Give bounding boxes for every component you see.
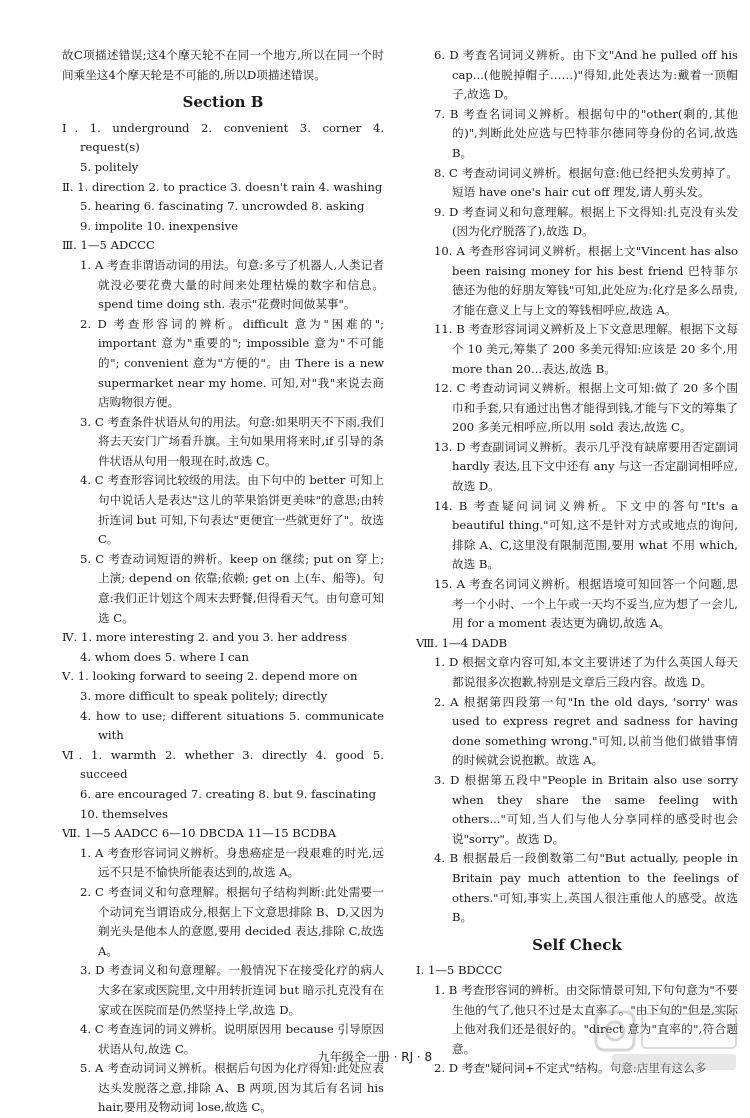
answer-line: Ⅴ. 1. looking forward to seeing 2. depend more on bbox=[62, 669, 358, 684]
explanation: 7. B 考查名词词义辨析。根据句中的"other(剩的,其他的)",判断此处应选与巴特菲尔德同等身份的名词,故选 B。 bbox=[434, 106, 738, 160]
explanation: 5. C 考查动词短语的辨析。keep on 继续; put on 穿上;上演; depend on 依靠;依赖; get on 上(车、船等)。句意:我们正计划这个周末去野餐,但得看天气。由句意可知选 C。 bbox=[80, 551, 384, 625]
answer-line: Ⅵ. 1. warmth 2. whether 3. directly 4. good 5. succeed bbox=[62, 747, 384, 782]
answer-line: 3. more difficult to speak politely; directly bbox=[80, 689, 328, 703]
paragraph: 故C项描述错误;这4个摩天轮不在同一个地方,所以在同一个时间乘坐这4个摩天轮是不可能的,所以D项描述错误。 bbox=[62, 48, 384, 82]
answer-line: 5. hearing 6. fascinating 7. uncrowded 8. asking bbox=[80, 199, 365, 214]
explanation: 14. B 考查疑问词词义辨析。下文中的答句"It's a beautiful thing."可知,这不是针对方式或地点的询问,排除 A、C,这里没有限制范围,要用 what 不用 which,故选 B。 bbox=[434, 498, 738, 572]
explanation: 4. C 考查形容词比较级的用法。由下句中的 better 可知上句中说话人是表达"这儿的苹果馅饼更美味"的意思;由转折连词 but 可知,下句表达"更便宜一些就更好了"。故选 C。 bbox=[80, 473, 384, 547]
answer-line: Ⅷ. 1—4 DADB bbox=[416, 635, 508, 650]
left-column bbox=[62, 46, 384, 1118]
answer-line: 10. themselves bbox=[80, 806, 168, 821]
explanation: 10. A 考查形容词词义辨析。根据上文"Vincent has also been raising money for his best friend 巴特菲尔德还为他的好朋友筹钱"可知,此处应为:化疗是多么昂贵,才能在意义上与上文的筹钱相呼应,故选 A。 bbox=[434, 243, 738, 317]
answer-line: 6. are encouraged 7. creating 8. but 9. fascinating bbox=[80, 786, 377, 801]
explanation: 1. B 考查形容词的辨析。由交际情景可知,下句句意为"不要生他的气了,他只不过是太直率了。"由下句的"但是,实际上他对我们还是很好的。"direct 意为"直率的",符合题意。 bbox=[434, 982, 738, 1056]
explanation: 2. D 考查形容词的辨析。difficult 意为"困难的"; important 意为"重要的"; impossible 意为"不可能的"; convenient 意为"方便的"。由 There is a new supermarket near my home. 可知,对"我"来说去商店购物很方便。 bbox=[80, 316, 384, 410]
explanation: 1. A 考查形容词词义辨析。身患癌症是一段艰难的时光,远远不只是不愉快所能表达到的,故选 A。 bbox=[80, 845, 384, 880]
explanation: 2. A 根据第四段第一句"In the old days, 'sorry' was used to express regret and sadness for having done something wrong."可知,以前当他们做错事情的时候就会说抱歉。故选 A。 bbox=[434, 694, 738, 768]
answer-line: Ⅰ. 1. underground 2. convenient 3. corner 4. request(s) bbox=[62, 120, 384, 155]
answer-line: 5. politely bbox=[80, 159, 139, 174]
explanation: 1. A 考查非谓语动词的用法。句意:多亏了机器人,人类记者就没必要花费大量的时间来处理枯燥的数字和信息。spend time doing sth. 表示"花费时间做某事"。 bbox=[80, 257, 384, 312]
explanation: 2. C 考查词义和句意理解。根据句子结构判断:此处需要一个动词充当谓语成分,根据上下文意思排除 B、D,又因为剃光头是他本人的意愿,要用 decided 表达,排除 C,故选 A。 bbox=[80, 884, 384, 958]
watermark-logo bbox=[592, 1006, 742, 1074]
explanation: 15. A 考查名词词义辨析。根据语境可知回答一个问题,思考一个小时、一个上午或一天均不妥当,应为想了一会儿,用 for a moment 表达更为确切,故选 A。 bbox=[434, 577, 738, 631]
answer-line: Ⅳ. 1. more interesting 2. and you 3. her address bbox=[62, 630, 348, 645]
explanation: 5. A 考查动词词义辨析。根据后句因为化疗得知:此处应表达头发脱落之意,排除 A、B 两项,因为其后有名词 his hair,要用及物动词 lose,故选 C。 bbox=[80, 1061, 384, 1115]
explanation: 11. B 考查形容词词义辨析及上下文意思理解。根据下文每个 10 美元,筹集了 200 多美元得知:应该是 20 多个,用 more than 20...表达,故选 B。 bbox=[434, 322, 738, 376]
answer-line: Ⅱ. 1. direction 2. to practice 3. doesn't rain 4. washing bbox=[62, 179, 383, 194]
answer-line: Ⅲ. 1—5 ADCCC bbox=[62, 238, 155, 253]
explanation: 3. C 考查条件状语从句的用法。句意:如果明天不下雨,我们将去天安门广场看升旗。主句如果用将来时,if 引导的条件状语从句用一般现在时,故选 C。 bbox=[80, 414, 384, 468]
page-footer: 九年级全一册 · RJ · 8 bbox=[317, 1050, 433, 1064]
explanation: 12. C 考查动词词义辨析。根据上文可知:做了 20 多个围巾和手套,只有通过出售才能得到钱,才能与下文的筹集了 200 多美元相呼应,所以用 sold 表达,故选 C。 bbox=[434, 381, 738, 435]
explanation: 8. C 考查动词词义辨析。根据句意:他已经把头发剪掉了。短语 have one's hair cut off 理发,请人剪头发。 bbox=[434, 165, 738, 200]
answer-line: Ⅶ. 1—5 AADCC 6—10 DBCDA 11—15 BCDBA bbox=[62, 826, 337, 841]
answer-line: 4. whom does 5. where I can bbox=[80, 649, 249, 664]
explanation: 13. D 考查副词词义辨析。表示几乎没有缺席要用否定副词 hardly 表达,且下文中还有 any 与这一否定副词相呼应,故选 D。 bbox=[434, 439, 738, 494]
section-b-heading: Section B bbox=[182, 93, 264, 112]
explanation: 2. D 考查"疑问词+不定式"结构。句意:店里有这么多 bbox=[434, 1061, 707, 1076]
explanation: 1. D 根据文章内容可知,本文主要讲述了为什么英国人每天都说很多次抱歉,特别是文章后三段内容。故选 D。 bbox=[434, 655, 738, 689]
explanation: 4. C 考查连词的词义辨析。说明原因用 because 引导原因状语从句,故选 C。 bbox=[80, 1022, 384, 1056]
right-column bbox=[416, 46, 738, 1079]
answer-line: 4. how to use; different situations 5. communicate with bbox=[80, 708, 384, 743]
explanation: 6. D 考查名词词义辨析。由下文"And he pulled off his cap...(他脱掉帽子……)"得知,此处表达为:戴着一顶帽子,故选 D。 bbox=[434, 48, 738, 102]
explanation: 4. B 根据最后一段倒数第二句"But actually, people in Britain pay much attention to the feelings of others."可知,事实上,英国人很注重他人的感受。故选 B。 bbox=[434, 851, 738, 925]
explanation: 3. D 考查词义和句意理解。一般情况下在接受化疗的病人大多在家或医院里,文中用转折连词 but 暗示扎克没有在家或在医院而是仍然坚持上学,故选 D。 bbox=[80, 963, 384, 1017]
explanation: 3. D 根据第五段中"People in Britain also use sorry when they share the same feeling with others..."可知,当人们与他人分享同样的感受时也会说"sorry"。故选 D。 bbox=[434, 772, 738, 846]
explanation: 9. D 考查词义和句意理解。根据上下文得知:扎克没有头发(因为化疗脱落了),故选 D。 bbox=[434, 204, 738, 239]
answer-line: Ⅰ. 1—5 BDCCC bbox=[416, 963, 503, 978]
self-check-heading: Self Check bbox=[532, 935, 622, 954]
answer-line: 9. impolite 10. inexpensive bbox=[80, 218, 238, 233]
